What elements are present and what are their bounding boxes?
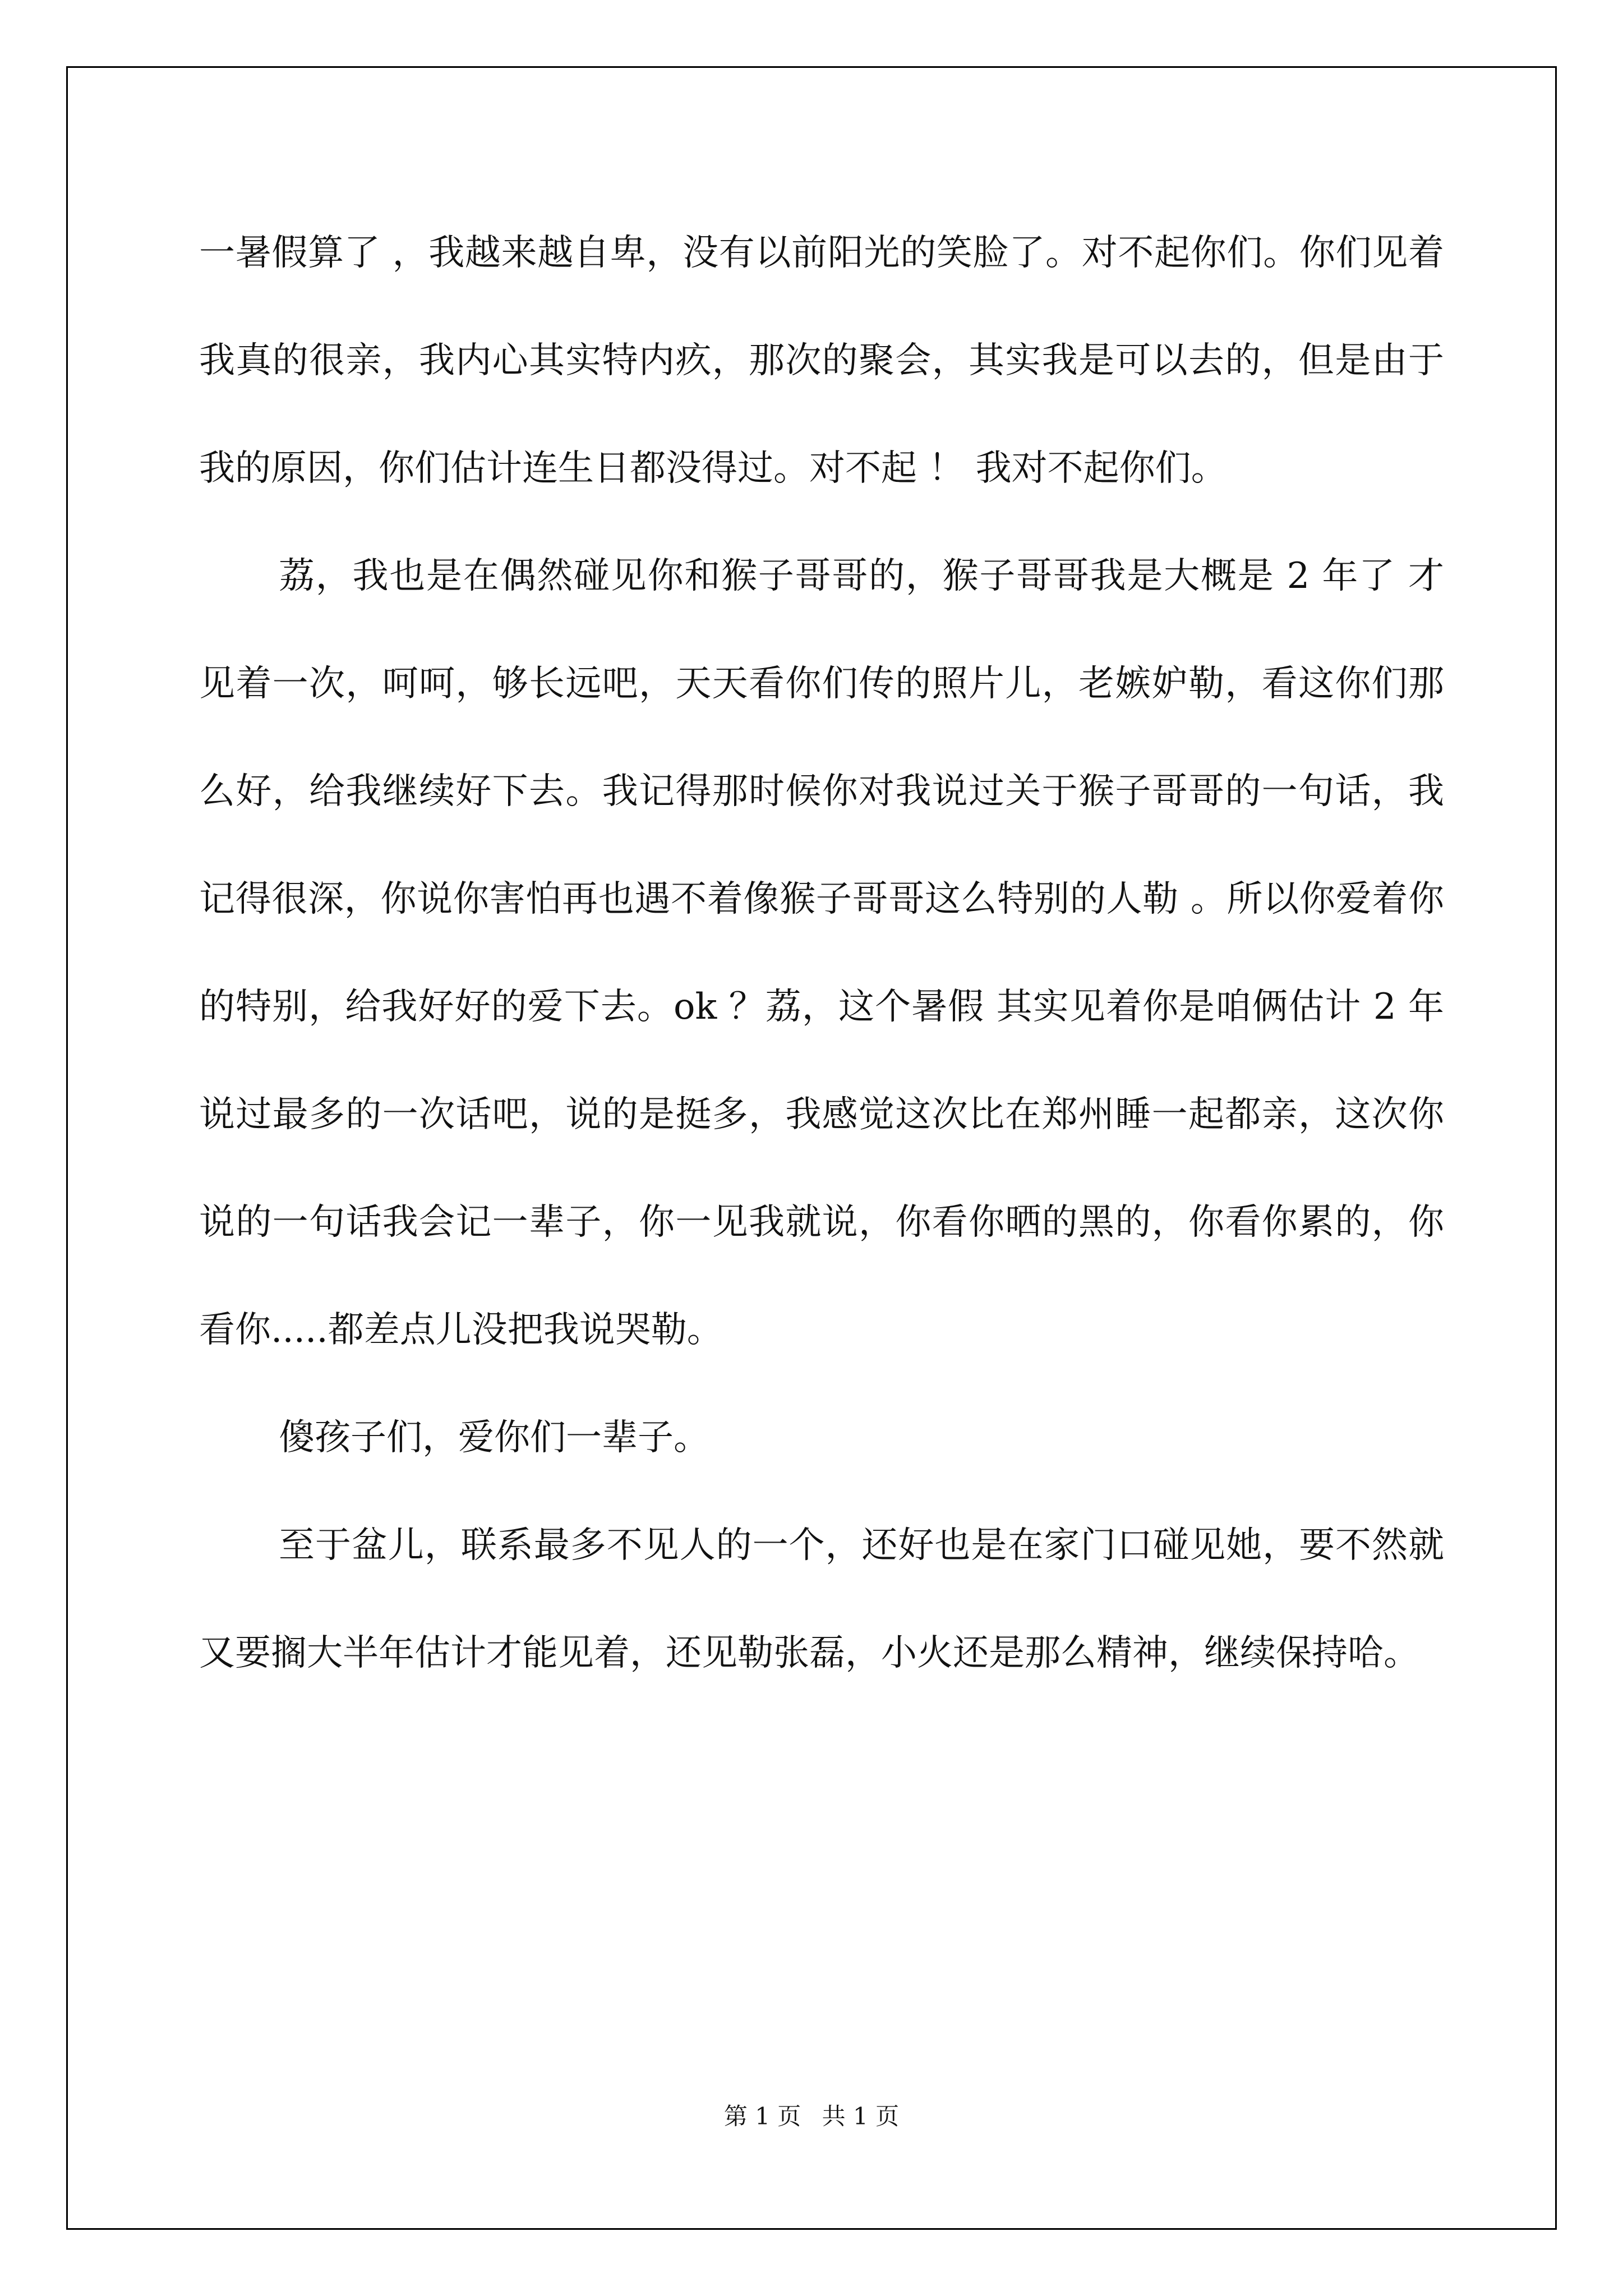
page-footer xyxy=(0,2098,1623,2132)
page-number: 第 1 页 xyxy=(723,2102,801,2130)
paragraph-4: 至于盆儿，联系最多不见人的一个，还好也是在家门口碰见她，要不然就又要搁大半年估计才能见着，还见勒张磊，小火还是那么精神，继续保持哈。 xyxy=(199,1525,1444,1674)
paragraph-3: 傻孩子们，爱你们一辈子。 xyxy=(279,1417,709,1458)
document-body xyxy=(199,199,1444,1707)
page-total: 共 1 页 xyxy=(822,2102,900,2130)
paragraph-1: 一暑假算了 ，我越来越自卑，没有以前阳光的笑脸了。对不起你们。你们见着我真的很亲，我内心其实特内疚，那次的聚会，其实我是可以去的，但是由于我的原因，你们估计连生日都没得过。对不起 ！ 我对不起你们。 xyxy=(199,232,1444,489)
paragraph-2: 荔，我也是在偶然碰见你和猴子哥哥的，猴子哥哥我是大概是 2 年了 才见着一次，呵呵，够长远吧，天天看你们传的照片儿，老嫉妒勒，看这你们那么好，给我继续好下去。我记得那时候你对我说过关于猴子哥哥的一句话，我记得很深，你说你害怕再也遇不着像猴子哥哥这么特别的人勒 。所以你爱着你的特别，给我好好的爱下去。ok ？荔，这个暑假 其实见着你是咱俩估计 2 年说过最多的一次话吧，说的是挺多，我感觉这次比在郑州睡一起都亲，这次你说的一句话我会记一辈子，你一见我就说，你看你晒的黑的，你看你累的，你看你.....都差点儿没把我说哭勒。 xyxy=(199,555,1444,1351)
